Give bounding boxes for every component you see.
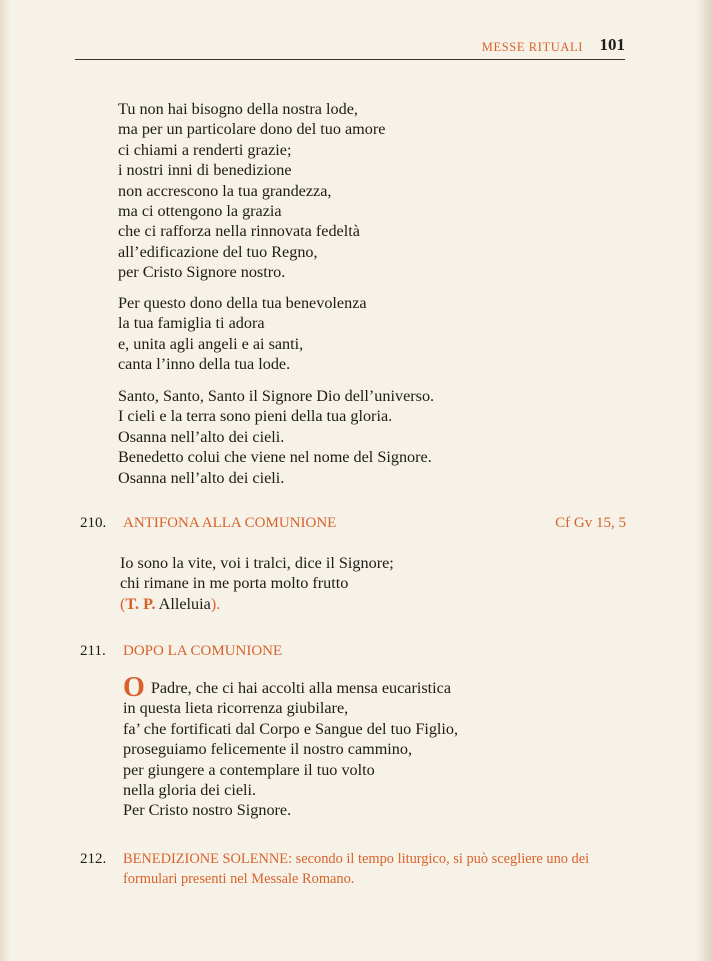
text-line: i nostri inni di benedizione <box>118 161 292 180</box>
text-line: fa’ che fortificati dal Corpo e Sangue del tuo Figlio, <box>123 719 459 738</box>
preface-stanza-1 <box>118 99 385 283</box>
after-communion-prayer <box>123 672 459 821</box>
header-rule <box>75 59 625 60</box>
prayer-first-line <box>123 672 458 703</box>
text-line: Padre, che ci hai accolti alla mensa eucaristica <box>146 679 452 697</box>
text-line: Benedetto colui che viene nel nome del Signore. <box>118 448 432 467</box>
text-line: Santo, Santo, Santo il Signore Dio dell’universo. <box>118 387 435 405</box>
gutter-shadow <box>0 0 10 961</box>
section-title-after-communion: DOPO LA COMUNIONE <box>123 643 283 659</box>
solemn-blessing-rubric <box>123 849 643 889</box>
text-line: ci chiami a renderti grazie; <box>118 140 292 159</box>
text-line: ma ci ottengono la grazia <box>118 202 282 221</box>
alleluia-line <box>120 594 394 614</box>
rubric-text: secondo il tempo liturgico, si può scegliere uno dei <box>292 851 590 867</box>
text-line: Osanna nell’alto dei cieli. <box>118 468 285 487</box>
text-line: Osanna nell’alto dei cieli. <box>118 427 285 446</box>
section-number-212: 212. <box>80 851 107 867</box>
text-line: I cieli e la terra sono pieni della tua gloria. <box>118 407 393 426</box>
text-line: non accrescono la tua grandezza, <box>118 181 332 200</box>
text-line: all’edificazione del tuo Regno, <box>118 242 318 261</box>
page-edge-shadow <box>696 0 712 961</box>
text-line: e, unita agli angeli e ai santi, <box>118 334 304 353</box>
section-title-communion-antiphon: ANTIFONA ALLA COMUNIONE <box>123 515 337 531</box>
rubric-line <box>123 849 643 869</box>
paschal-time-abbrev: T. P. <box>125 594 156 613</box>
alleluia-text: Alleluia <box>155 594 211 613</box>
text-line: per Cristo Signore nostro. <box>118 263 286 282</box>
section-number-210: 210. <box>80 515 107 531</box>
text-line: ma per un particolare dono del tuo amore <box>118 120 386 139</box>
running-head: MESSE RITUALI <box>481 40 583 54</box>
paren-close: ). <box>210 594 221 613</box>
text-line: che ci rafforza nella rinnovata fedeltà <box>118 222 360 241</box>
drop-initial: O <box>123 672 145 703</box>
text-line: canta l’inno della tua lode. <box>118 355 291 374</box>
text-line: Per questo dono della tua benevolenza <box>118 294 367 312</box>
section-title-solemn-blessing: BENEDIZIONE SOLENNE: <box>123 851 293 867</box>
communion-antiphon-text <box>120 553 394 614</box>
rubric-text: formulari presenti nel Messale Romano. <box>123 871 355 887</box>
sanctus <box>118 386 434 488</box>
text-line: chi rimane in me porta molto frutto <box>120 574 349 593</box>
text-line: la tua famiglia ti adora <box>118 314 265 333</box>
text-line: per giungere a contemplare il tuo volto <box>123 760 375 779</box>
paren-open: ( <box>120 594 126 613</box>
scripture-reference: Cf Gv 15, 5 <box>555 515 626 531</box>
text-line: Io sono la vite, voi i tralci, dice il Signore; <box>120 554 394 572</box>
preface-stanza-2 <box>118 293 367 375</box>
page-number: 101 <box>599 35 625 54</box>
text-line: Per Cristo nostro Signore. <box>123 801 292 820</box>
section-number-211: 211. <box>80 643 106 659</box>
text-line: proseguiamo felicemente il nostro cammino, <box>123 740 413 759</box>
text-line: nella gloria dei cieli. <box>123 781 257 800</box>
page-header <box>75 34 625 60</box>
text-line: in questa lieta ricorrenza giubilare, <box>123 699 349 718</box>
text-line: Tu non hai bisogno della nostra lode, <box>118 100 358 118</box>
